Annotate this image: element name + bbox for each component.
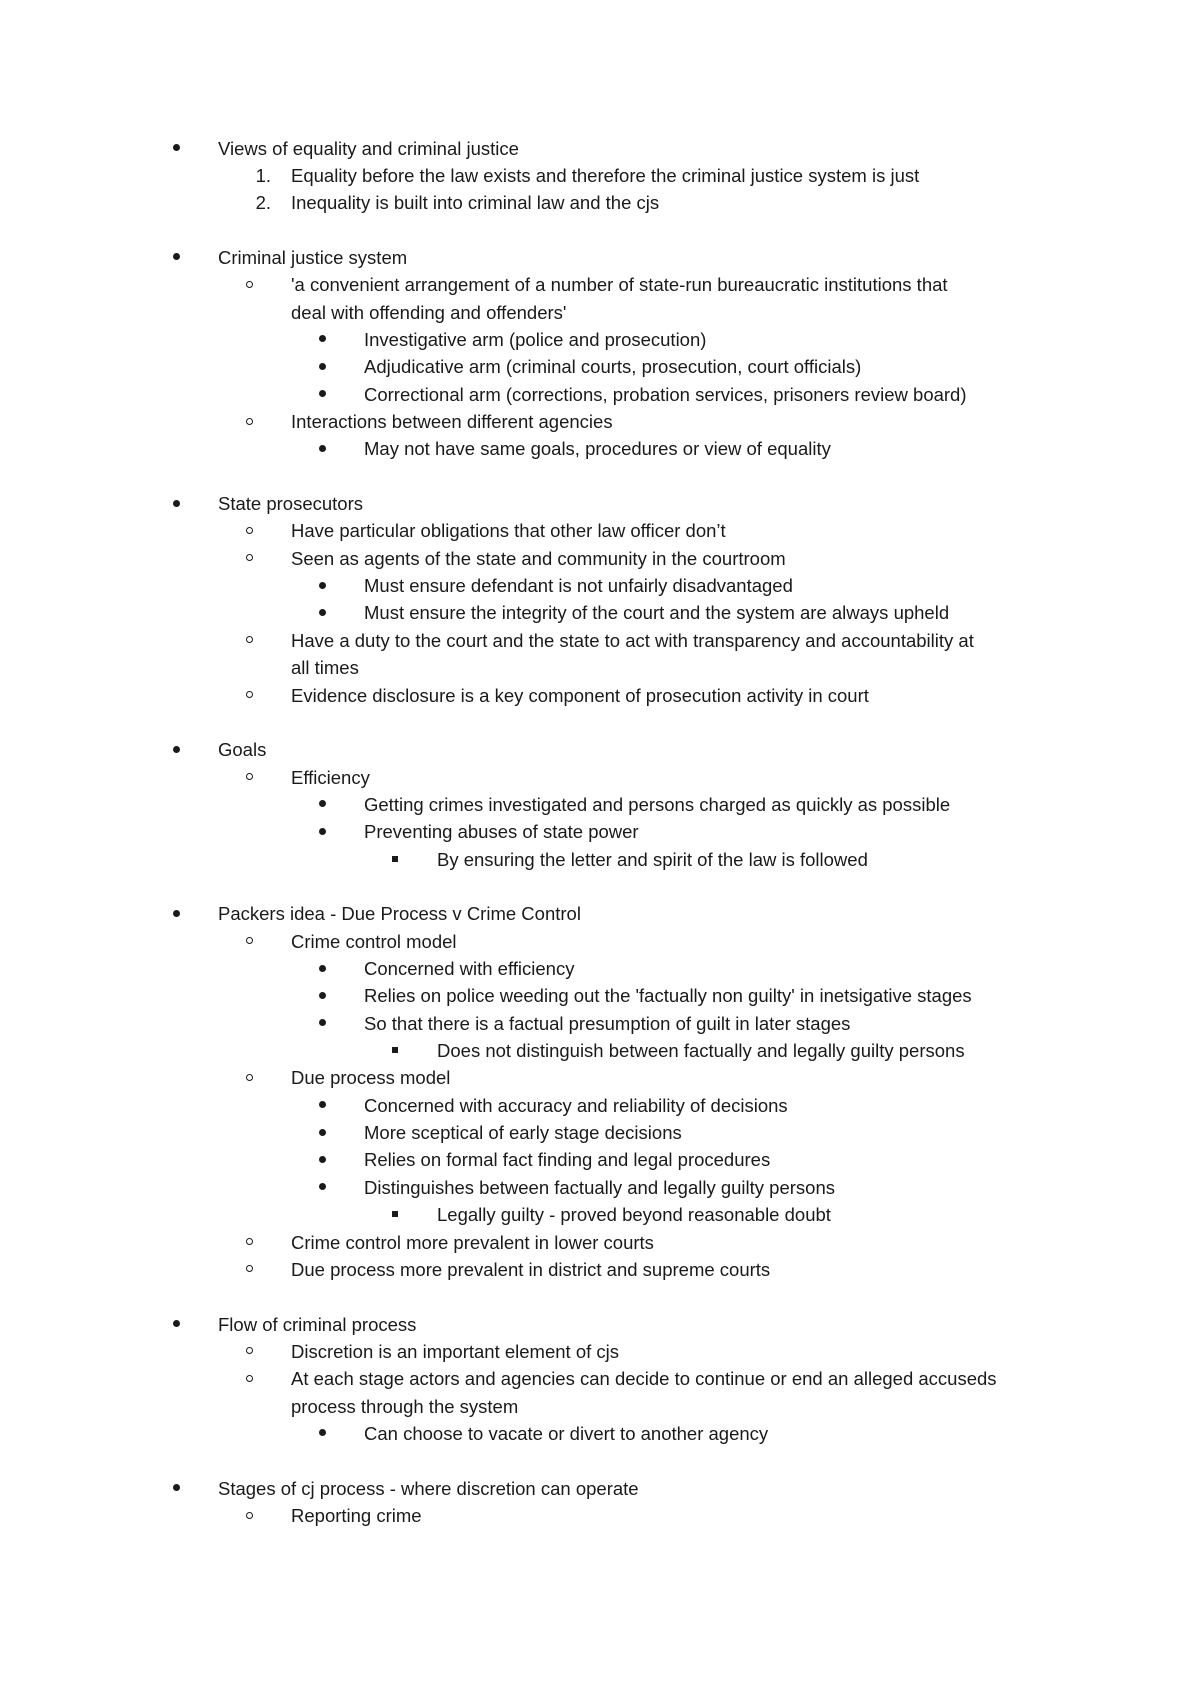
bullet-icon (310, 955, 334, 982)
list-number: 2. (255, 192, 271, 214)
list-item (0, 736, 1200, 763)
bullet-icon (310, 381, 334, 408)
square-bullet-icon (383, 846, 407, 873)
list-item (0, 490, 1200, 517)
list-item-text: Interactions between different agencies (291, 411, 613, 432)
bullet-icon (164, 1475, 188, 1502)
list-item (0, 1229, 1200, 1256)
list-item-text: Efficiency (291, 766, 370, 788)
list-item-text: Seen as agents of the state and community in the courtroom (291, 547, 786, 569)
list-item-text: Due process more prevalent in district and supreme courts (291, 1258, 771, 1280)
list-item-text: Goals (218, 739, 267, 761)
list-number: 1. (255, 164, 271, 186)
square-bullet-icon (383, 1037, 407, 1064)
list-item (0, 1256, 1200, 1283)
list-item-text: State prosecutors (218, 493, 363, 515)
list-item-text: Flow of criminal process (218, 1313, 417, 1335)
hollow-circle-bullet-icon (237, 1502, 261, 1529)
list-item-text: So that there is a factual presumption of guilt in later stages (364, 1012, 851, 1034)
list-item-text: Preventing abuses of state power (364, 821, 639, 843)
bullet-icon (310, 326, 334, 353)
list-item (0, 545, 1200, 572)
list-item-text: Due process model (291, 1067, 451, 1089)
list-item (0, 627, 1200, 654)
list-item-text: Discretion is an important element of cjs (291, 1340, 619, 1362)
hollow-circle-bullet-icon (237, 1338, 261, 1365)
list-item (0, 900, 1200, 927)
bullet-icon (310, 353, 334, 380)
bullet-icon (164, 736, 188, 763)
list-item-text: Reporting crime (291, 1505, 422, 1526)
list-item-text: Adjudicative arm (criminal courts, prosecution, court officials) (364, 356, 862, 378)
bullet-icon (310, 572, 334, 599)
list-item (0, 1502, 1200, 1529)
list-item (0, 1475, 1200, 1502)
list-item-text: May not have same goals, procedures or view of equality (364, 438, 831, 460)
bullet-icon (164, 244, 188, 271)
list-item-text: Does not distinguish between factually and legally guilty persons (437, 1040, 965, 1062)
list-item (0, 572, 1200, 599)
list-item (0, 1420, 1200, 1447)
list-item (0, 1119, 1200, 1146)
list-item-text: Distinguishes between factually and legally guilty persons (364, 1176, 835, 1198)
list-item (0, 1146, 1200, 1173)
list-item-text: process through the system (291, 1395, 519, 1417)
list-item (0, 435, 1200, 462)
list-item-text: Crime control more prevalent in lower courts (291, 1231, 654, 1253)
list-item (0, 982, 1200, 1009)
list-item (0, 1174, 1200, 1201)
list-item-text: Must ensure defendant is not unfairly disadvantaged (364, 575, 793, 597)
list-item (0, 189, 1200, 216)
list-item (0, 271, 1200, 298)
hollow-circle-bullet-icon (237, 271, 261, 298)
list-item (0, 928, 1200, 955)
list-item (0, 1201, 1200, 1228)
list-item (0, 1064, 1200, 1091)
hollow-circle-bullet-icon (237, 928, 261, 955)
hollow-circle-bullet-icon (237, 764, 261, 791)
list-item-text: Evidence disclosure is a key component of prosecution activity in court (291, 684, 869, 706)
list-item (0, 1338, 1200, 1365)
list-item (0, 1311, 1200, 1338)
bullet-icon (310, 435, 334, 462)
hollow-circle-bullet-icon (237, 627, 261, 654)
bullet-icon (164, 900, 188, 927)
list-item (0, 408, 1200, 435)
list-item (0, 846, 1200, 873)
list-item (0, 326, 1200, 353)
list-item (0, 244, 1200, 271)
hollow-circle-bullet-icon (237, 545, 261, 572)
list-item-text: Inequality is built into criminal law and the cjs (291, 192, 660, 214)
bullet-icon (310, 818, 334, 845)
list-item-text: Concerned with efficiency (364, 958, 575, 979)
hollow-circle-bullet-icon (237, 1229, 261, 1256)
bullet-icon (310, 1146, 334, 1173)
list-item (0, 791, 1200, 818)
list-item (0, 1010, 1200, 1037)
list-item (0, 654, 1200, 681)
list-item-text: Criminal justice system (218, 246, 408, 268)
bullet-icon (310, 1092, 334, 1119)
bullet-icon (310, 599, 334, 626)
bullet-icon (310, 1174, 334, 1201)
list-item-text: At each stage actors and agencies can decide to continue or end an alleged accuseds (291, 1368, 997, 1390)
bullet-icon (310, 1010, 334, 1037)
list-item (0, 599, 1200, 626)
bullet-icon (310, 1119, 334, 1146)
list-item (0, 1365, 1200, 1392)
list-item-text: More sceptical of early stage decisions (364, 1122, 682, 1144)
bullet-icon (310, 791, 334, 818)
list-item-text: Views of equality and criminal justice (218, 137, 519, 159)
list-item (0, 955, 1200, 982)
hollow-circle-bullet-icon (237, 1256, 261, 1283)
list-item-text: Packers idea - Due Process v Crime Control (218, 903, 581, 925)
hollow-circle-bullet-icon (237, 1064, 261, 1091)
list-item-text: Getting crimes investigated and persons charged as quickly as possible (364, 793, 951, 815)
list-item-text: Investigative arm (police and prosecution) (364, 328, 707, 350)
list-item (0, 135, 1200, 162)
list-item-text: Must ensure the integrity of the court and the system are always upheld (364, 602, 950, 624)
list-item (0, 517, 1200, 544)
list-item (0, 764, 1200, 791)
list-item-text: Relies on police weeding out the 'factually non guilty' in inetsigative stages (364, 985, 972, 1007)
list-item (0, 299, 1200, 326)
hollow-circle-bullet-icon (237, 408, 261, 435)
hollow-circle-bullet-icon (237, 517, 261, 544)
list-item-text: Legally guilty - proved beyond reasonable doubt (437, 1204, 831, 1226)
list-item-text: Can choose to vacate or divert to another agency (364, 1422, 769, 1444)
list-item-text: all times (291, 657, 359, 679)
list-item (0, 162, 1200, 189)
list-item-text: Equality before the law exists and therefore the criminal justice system is just (291, 164, 920, 186)
list-item-text: 'a convenient arrangement of a number of state-run bureaucratic institutions that (291, 274, 948, 296)
list-item-text: Stages of cj process - where discretion can operate (218, 1477, 639, 1499)
list-item-text: Have a duty to the court and the state to act with transparency and accountability at (291, 629, 974, 651)
list-item-text: Relies on formal fact finding and legal procedures (364, 1149, 771, 1171)
list-item-text: Crime control model (291, 930, 457, 952)
list-item (0, 381, 1200, 408)
list-item-text: deal with offending and offenders' (291, 301, 567, 323)
hollow-circle-bullet-icon (237, 1365, 261, 1392)
list-item (0, 682, 1200, 709)
list-item (0, 818, 1200, 845)
bullet-icon (310, 1420, 334, 1447)
bullet-icon (164, 490, 188, 517)
list-item (0, 353, 1200, 380)
bullet-icon (164, 135, 188, 162)
hollow-circle-bullet-icon (237, 682, 261, 709)
list-item (0, 1393, 1200, 1420)
list-item (0, 1092, 1200, 1119)
bullet-icon (310, 982, 334, 1009)
bullet-icon (164, 1311, 188, 1338)
list-item-text: Have particular obligations that other law officer don’t (291, 520, 726, 542)
list-item-text: Correctional arm (corrections, probation services, prisoners review board) (364, 383, 967, 405)
list-item-text: By ensuring the letter and spirit of the law is followed (437, 848, 868, 870)
list-item-text: Concerned with accuracy and reliability of decisions (364, 1094, 788, 1116)
square-bullet-icon (383, 1201, 407, 1228)
list-item (0, 1037, 1200, 1064)
